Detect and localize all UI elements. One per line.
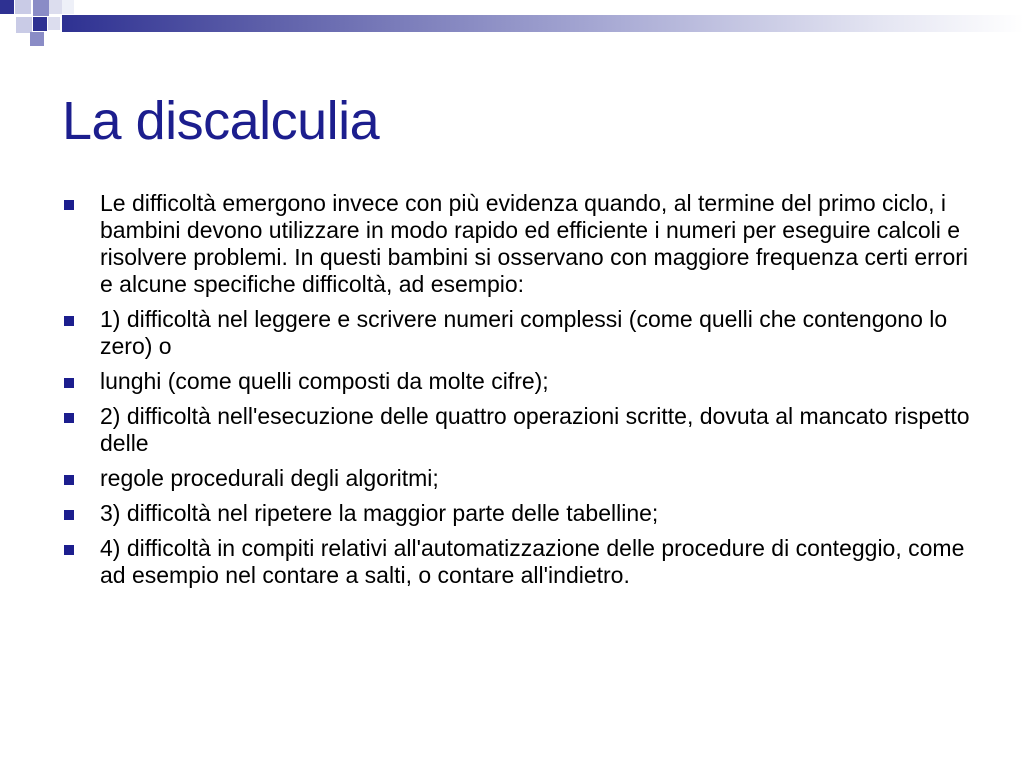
decorative-square [62,0,74,14]
square-bullet-icon [64,378,74,388]
decorative-square [49,0,62,14]
bullet-item [62,403,982,457]
decorative-square [15,0,31,14]
square-bullet-icon [64,413,74,423]
decorative-square [30,32,44,46]
bullet-item [62,500,982,527]
bullet-text: regole procedurali degli algoritmi; [100,465,439,491]
square-bullet-icon [64,316,74,326]
bullet-text: 4) difficoltà in compiti relativi all'automatizzazione delle procedure di conteggio, come ad esempio nel contare a salti, o contare all'indietro. [100,535,965,588]
slide-title: La discalculia [62,91,380,151]
decorative-square [0,0,14,14]
header-gradient-bar [62,15,1024,32]
square-bullet-icon [64,200,74,210]
bullet-text: 1) difficoltà nel leggere e scrivere numeri complessi (come quelli che contengono lo zero) o [100,306,948,359]
bullet-item [62,368,982,395]
bullet-list [62,190,982,597]
bullet-item [62,465,982,492]
bullet-text: 3) difficoltà nel ripetere la maggior parte delle tabelline; [100,500,659,526]
bullet-text: lunghi (come quelli composti da molte cifre); [100,368,549,394]
bullet-item [62,190,982,298]
bullet-item [62,535,982,589]
square-bullet-icon [64,545,74,555]
bullet-text: Le difficoltà emergono invece con più evidenza quando, al termine del primo ciclo, i bambini devono utilizzare in modo rapido ed efficiente i numeri per eseguire calcoli e risolvere problemi. In questi bambini si osservano con maggiore frequenza certi errori e alcune specifiche difficoltà, ad esempio: [100,190,969,297]
square-bullet-icon [64,510,74,520]
decorative-square [16,17,32,33]
decorative-square [48,17,60,30]
decorative-square [33,0,49,16]
decorative-square [33,17,47,31]
bullet-item [62,306,982,360]
bullet-text: 2) difficoltà nell'esecuzione delle quattro operazioni scritte, dovuta al mancato rispetto delle [100,403,970,456]
square-bullet-icon [64,475,74,485]
